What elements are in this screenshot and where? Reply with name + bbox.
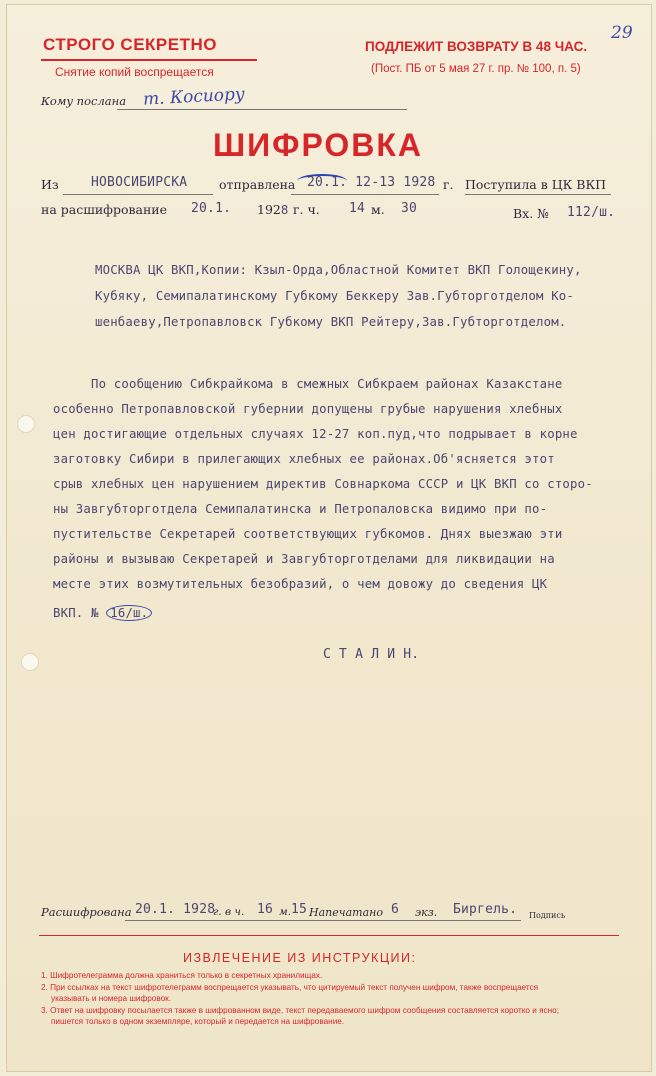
address-line: шенбаеву,Петропавловск Губкому ВКП Рейтеру,Зав.Губторготделом. [95,315,567,329]
instruction-item-1: 1. Шифротелеграмма должна храниться только в секретных хранилищах. [41,971,323,980]
decode-label: на расшифрование [41,202,168,217]
decode-hour-label: г. ч. [293,202,320,217]
decode-year: 1928 [257,202,289,217]
decoded-hour-label: г. в ч. [213,906,245,918]
sign-label: Подпись [529,911,566,920]
decode-minute-label: м. [371,202,385,217]
instruction-item-2-cont: указывать и номера шифровок. [51,994,172,1003]
sent-to-line [117,109,407,110]
cipher-number-circled: 16/ш. [106,605,152,621]
body-line: пустительстве Секретарей соответствующих губкомов. Днях выезжаю эти [53,527,563,541]
document-sheet [6,4,652,1072]
signature: С Т А Л И Н. [323,647,420,662]
sent-line [291,194,439,195]
instructions-rule [39,935,619,936]
return-reference: (Пост. ПБ от 5 мая 27 г. пр. № 100, п. 5) [371,63,581,75]
body-line: месте этих возмутительных безобразий, о чем довожу до сведения ЦК [53,577,548,591]
secret-underline [41,59,257,61]
instruction-item-3-cont: пишется только в одном экземпляре, который и передается на шифрование. [51,1017,345,1026]
body-line: особенно Петропавловской губернии допущены грубые нарушения хлебных [53,402,563,416]
punch-hole-top [17,415,35,433]
body-line: заготовку Сибири в прилегающих хлебных ее районах.Об'ясняется этот [53,452,555,466]
decoded-minute-label: м. [279,906,292,918]
from-value: НОВОСИБИРСКА [91,175,188,190]
decode-hour: 14 [349,201,366,216]
body-last-line: ВКП. № 16/ш. [53,605,152,621]
sent-to-label: Кому послана [41,94,127,108]
instruction-item-2: 2. При ссылках на текст шифротелеграмм воспрещается указывать, что цитируемый текст получен шифром, также воспрещается [41,983,539,992]
decoded-date: 20.1. 1928 [135,902,216,917]
printed-label: Напечатано [309,906,384,919]
decoded-line [125,920,521,921]
operator-name: Биргель. [453,902,518,917]
body-line: срыв хлебных цен нарушением директив Совнаркома СССР и ЦК ВКП со сторо- [53,477,593,491]
copy-notice: Снятие копий воспрещается [55,65,214,79]
instruction-item-3: 3. Ответ на шифровку посылается также в шифрованном виде, текст передаваемого шифром сообщения составляется коротко и ясно; [41,1006,559,1015]
document-title: ШИФРОВКА [213,127,424,163]
received-line [465,194,611,195]
from-label: Из [41,177,59,192]
decoded-hour: 16 [257,902,274,917]
address-line: МОСКВА ЦК ВКП,Копии: Кзыл-Орда,Областной Комитет ВКП Голощекину, [95,263,582,277]
incoming-label: Вх. № [513,206,550,221]
received-label: Поступила в ЦК ВКП [465,177,607,192]
sent-value: 20.1. 12-13 1928 [307,175,436,190]
instructions-title: ИЗВЛЕЧЕНИЕ ИЗ ИНСТРУКЦИИ: [183,951,417,965]
body-line: ны Завгубторготдела Семипалатинска и Петропаловска видимо при по- [53,502,548,516]
from-line [63,194,213,195]
sent-to-value: т. Косиору [142,84,246,110]
decoded-minute: 15 [291,902,308,917]
decode-date: 20.1. [191,201,232,216]
return-label: ПОДЛЕЖИТ ВОЗВРАТУ В 48 ЧАС. [365,39,588,54]
copies-label: экз. [415,906,438,919]
page-number: 29 [611,23,633,43]
copies-count: 6 [391,902,400,917]
body-line: По сообщению Сибкрайкома в смежных Сибкраем районах Казакстане [53,377,563,391]
year-suffix: г. [443,177,454,192]
sent-label: отправлена [219,177,296,192]
body-line: районы и вызываю Секретарей и Завгубторготделами для ликвидации на [53,552,555,566]
decode-minute: 30 [401,201,418,216]
body-line: цен достигающие отдельных случаях 12-27 коп.пуд,что подрывает в корне [53,427,578,441]
incoming-value: 112/ш. [567,205,616,220]
punch-hole-bottom [21,653,39,671]
decoded-label: Расшифрована [41,905,132,919]
secret-label: СТРОГО СЕКРЕТНО [43,35,217,54]
address-line: Кубяку, Семипалатинскому Губкому Беккеру Зав.Губторготделом Ко- [95,289,575,303]
